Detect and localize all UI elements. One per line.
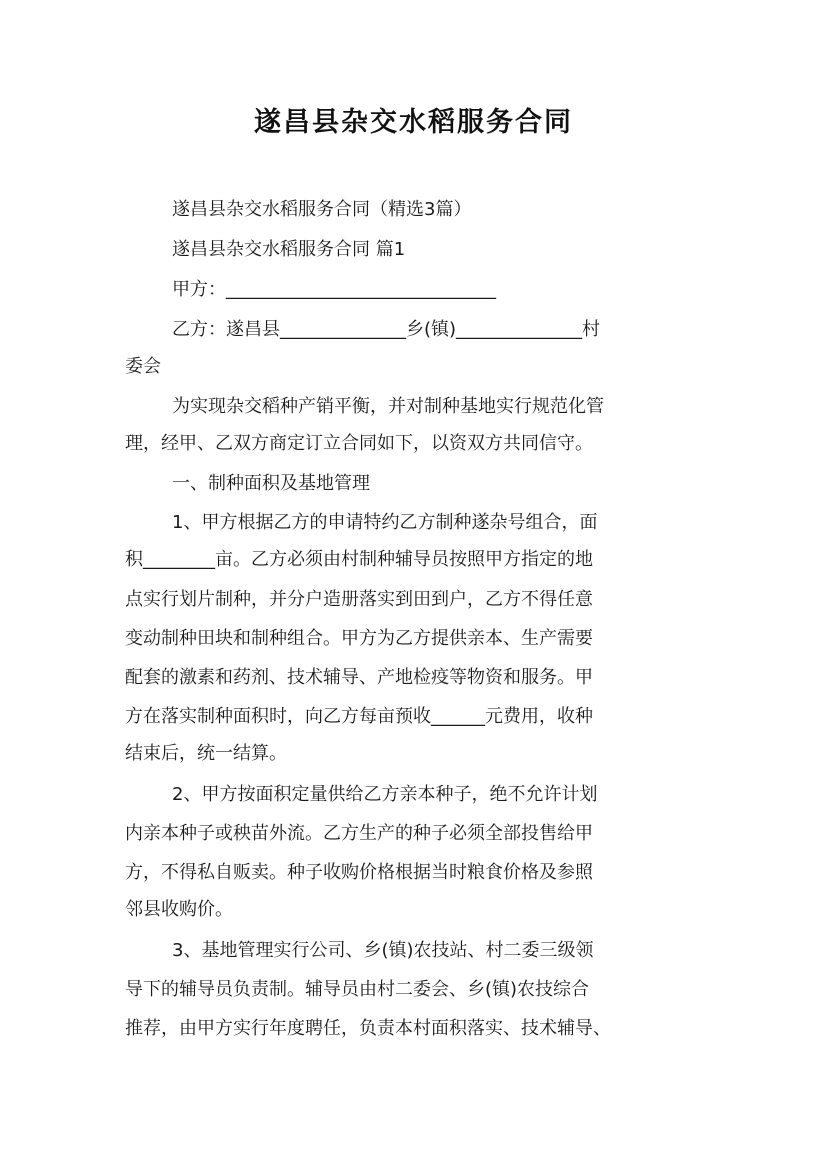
paragraph-line: 2、甲方按面积定量供给乙方亲本种子，绝不允许计划 xyxy=(172,784,598,805)
paragraph-line: 3、基地管理实行公司、乡(镇)农技站、村二委三级领 xyxy=(172,940,594,961)
subtitle-part-1: 遂昌县杂交水稻服务合同 篇1 xyxy=(172,239,406,260)
paragraph-line: 为实现杂交稻种产销平衡，并对制种基地实行规范化管 xyxy=(172,396,604,417)
party-b-line-cont: 委会 xyxy=(125,356,161,377)
paragraph-line: 1、甲方根据乙方的申请特约乙方制种遂杂号组合，面 xyxy=(172,512,598,533)
party-a-line: 甲方：______________________________ xyxy=(172,279,496,300)
paragraph-line: 推荐，由甲方实行年度聘任，负责本村面积落实、技术辅导、 xyxy=(125,1018,611,1039)
document-title: 遂昌县杂交水稻服务合同 xyxy=(254,107,573,138)
section-heading: 一、制种面积及基地管理 xyxy=(172,473,370,494)
party-b-line: 乙方：遂昌县______________乡(镇)______________村 xyxy=(172,319,601,340)
paragraph-line: 方，不得私自贩卖。种子收购价格根据当时粮食价格及参照 xyxy=(125,862,593,883)
paragraph-line: 内亲本种子或秧苗外流。乙方生产的种子必须全部投售给甲 xyxy=(125,823,593,844)
subtitle-selection: 遂昌县杂交水稻服务合同（精选3篇） xyxy=(172,199,472,220)
paragraph-line: 结束后，统一结算。 xyxy=(125,743,287,764)
paragraph-line: 配套的激素和药剂、技术辅导、产地检疫等物资和服务。甲 xyxy=(125,667,593,688)
paragraph-line: 理，经甲、乙双方商定订立合同如下，以资双方共同信守。 xyxy=(125,433,593,454)
paragraph-line: 点实行划片制种，并分户造册落实到田到户，乙方不得任意 xyxy=(125,589,593,610)
paragraph-line: 邻县收购价。 xyxy=(125,899,233,920)
paragraph-line: 方在落实制种面积时，向乙方每亩预收______元费用，收种 xyxy=(125,706,593,727)
paragraph-line: 变动制种田块和制种组合。甲方为乙方提供亲本、生产需要 xyxy=(125,628,593,649)
paragraph-line: 导下的辅导员负责制。辅导员由村二委会、乡(镇)农技综合 xyxy=(125,979,590,1000)
paragraph-line: 积________亩。乙方必须由村制种辅导员按照甲方指定的地 xyxy=(125,549,593,570)
